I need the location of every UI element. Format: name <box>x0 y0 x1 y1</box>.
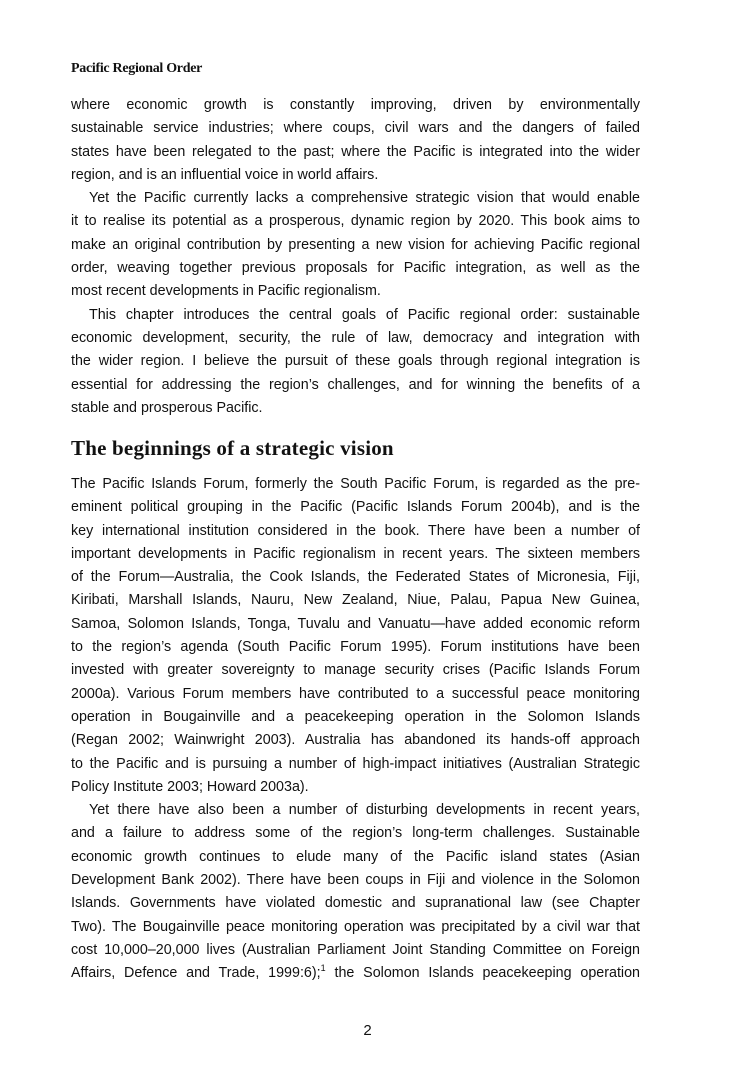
text-line: states have been relegated to the past; where the Pacific is integrated into the wider <box>71 143 640 160</box>
text-line: Two). The Bougainville peace monitoring operation was precipitated by a civil war that <box>71 918 640 935</box>
text-line: Policy Institute 2003; Howard 2003a). <box>71 778 309 795</box>
text-line: essential for addressing the region’s challenges, and for winning the benefits of a <box>71 376 640 393</box>
text-line: invested with greater sovereignty to manage security crises (Pacific Islands Forum <box>71 662 640 679</box>
body-section-intro <box>71 94 640 420</box>
text-line: Samoa, Solomon Islands, Tonga, Tuvalu and Vanuatu—have added economic reform <box>71 615 640 632</box>
text-line: Yet the Pacific currently lacks a comprehensive strategic vision that would enable <box>89 190 640 207</box>
running-head: Pacific Regional Order <box>71 61 203 76</box>
text-line: important developments in Pacific regionalism in recent years. The sixteen members <box>71 545 640 562</box>
paragraph <box>71 304 640 420</box>
paragraph <box>71 473 640 799</box>
text-line: stable and prosperous Pacific. <box>71 399 263 416</box>
text-line: to the region’s agenda (South Pacific Forum 1995). Forum institutions have been <box>71 639 640 656</box>
text-line: eminent political grouping in the Pacific (Pacific Islands Forum 2004b), and is the <box>71 499 640 516</box>
footnote-marker[interactable]: 1 <box>320 963 326 974</box>
text-line: This chapter introduces the central goals of Pacific regional order: sustainable <box>89 306 640 323</box>
section-heading: The beginnings of a strategic vision <box>71 436 394 460</box>
text-line: region, and is an influential voice in world affairs. <box>71 166 379 183</box>
text-line: Islands. Governments have violated domestic and supranational law (see Chapter <box>71 895 640 912</box>
text-line: (Regan 2002; Wainwright 2003). Australia has abandoned its hands-off approach <box>71 732 640 749</box>
text-line: Development Bank 2002). There have been coups in Fiji and violence in the Solomon <box>71 872 640 889</box>
text-line: economic growth continues to elude many of the Pacific island states (Asian <box>71 848 640 865</box>
text-line: Kiribati, Marshall Islands, Nauru, New Zealand, Niue, Palau, Papua New Guinea, <box>71 592 640 609</box>
text-line: the wider region. I believe the pursuit of these goals through regional integration is <box>71 353 640 370</box>
text-line: it to realise its potential as a prosperous, dynamic region by 2020. This book aims to <box>71 213 640 230</box>
body-section-strategic-vision <box>71 473 640 986</box>
text-span: the Solomon Islands peacekeeping operation <box>334 965 641 982</box>
text-line: operation in Bougainville and a peacekeeping operation in the Solomon Islands <box>71 708 640 725</box>
page-number: 2 <box>363 1022 372 1039</box>
text-line: where economic growth is constantly improving, driven by environmentally <box>71 97 640 113</box>
text-line: cost 10,000–20,000 lives (Australian Parliament Joint Standing Committee on Foreign <box>71 941 640 958</box>
text-line: make an original contribution by presenting a new vision for achieving Pacific regional <box>71 236 640 253</box>
text-line: of the Forum—Australia, the Cook Islands, the Federated States of Micronesia, Fiji, <box>71 569 640 586</box>
text-line: economic development, security, the rule of law, democracy and integration with <box>71 329 640 346</box>
text-line: order, weaving together previous proposals for Pacific integration, as well as the <box>71 260 640 277</box>
text-line: to the Pacific and is pursuing a number of high-impact initiatives (Australian Strategic <box>71 755 640 772</box>
text-line: 2000a). Various Forum members have contributed to a successful peace monitoring <box>71 685 640 702</box>
text-line: most recent developments in Pacific regionalism. <box>71 283 381 300</box>
text-line: and a failure to address some of the region’s long-term challenges. Sustainable <box>71 825 640 842</box>
text-line: key international institution considered in the book. There have been a number of <box>71 522 640 539</box>
text-line <box>71 962 640 985</box>
paragraph <box>71 799 640 985</box>
text-line: sustainable service industries; where coups, civil wars and the dangers of failed <box>71 120 640 137</box>
paragraph <box>71 94 640 187</box>
text-line: The Pacific Islands Forum, formerly the South Pacific Forum, is regarded as the pre- <box>71 476 640 492</box>
paragraph <box>71 187 640 303</box>
text-span: Affairs, Defence and Trade, 1999:6); <box>71 965 321 982</box>
text-line: Yet there have also been a number of disturbing developments in recent years, <box>89 802 640 819</box>
